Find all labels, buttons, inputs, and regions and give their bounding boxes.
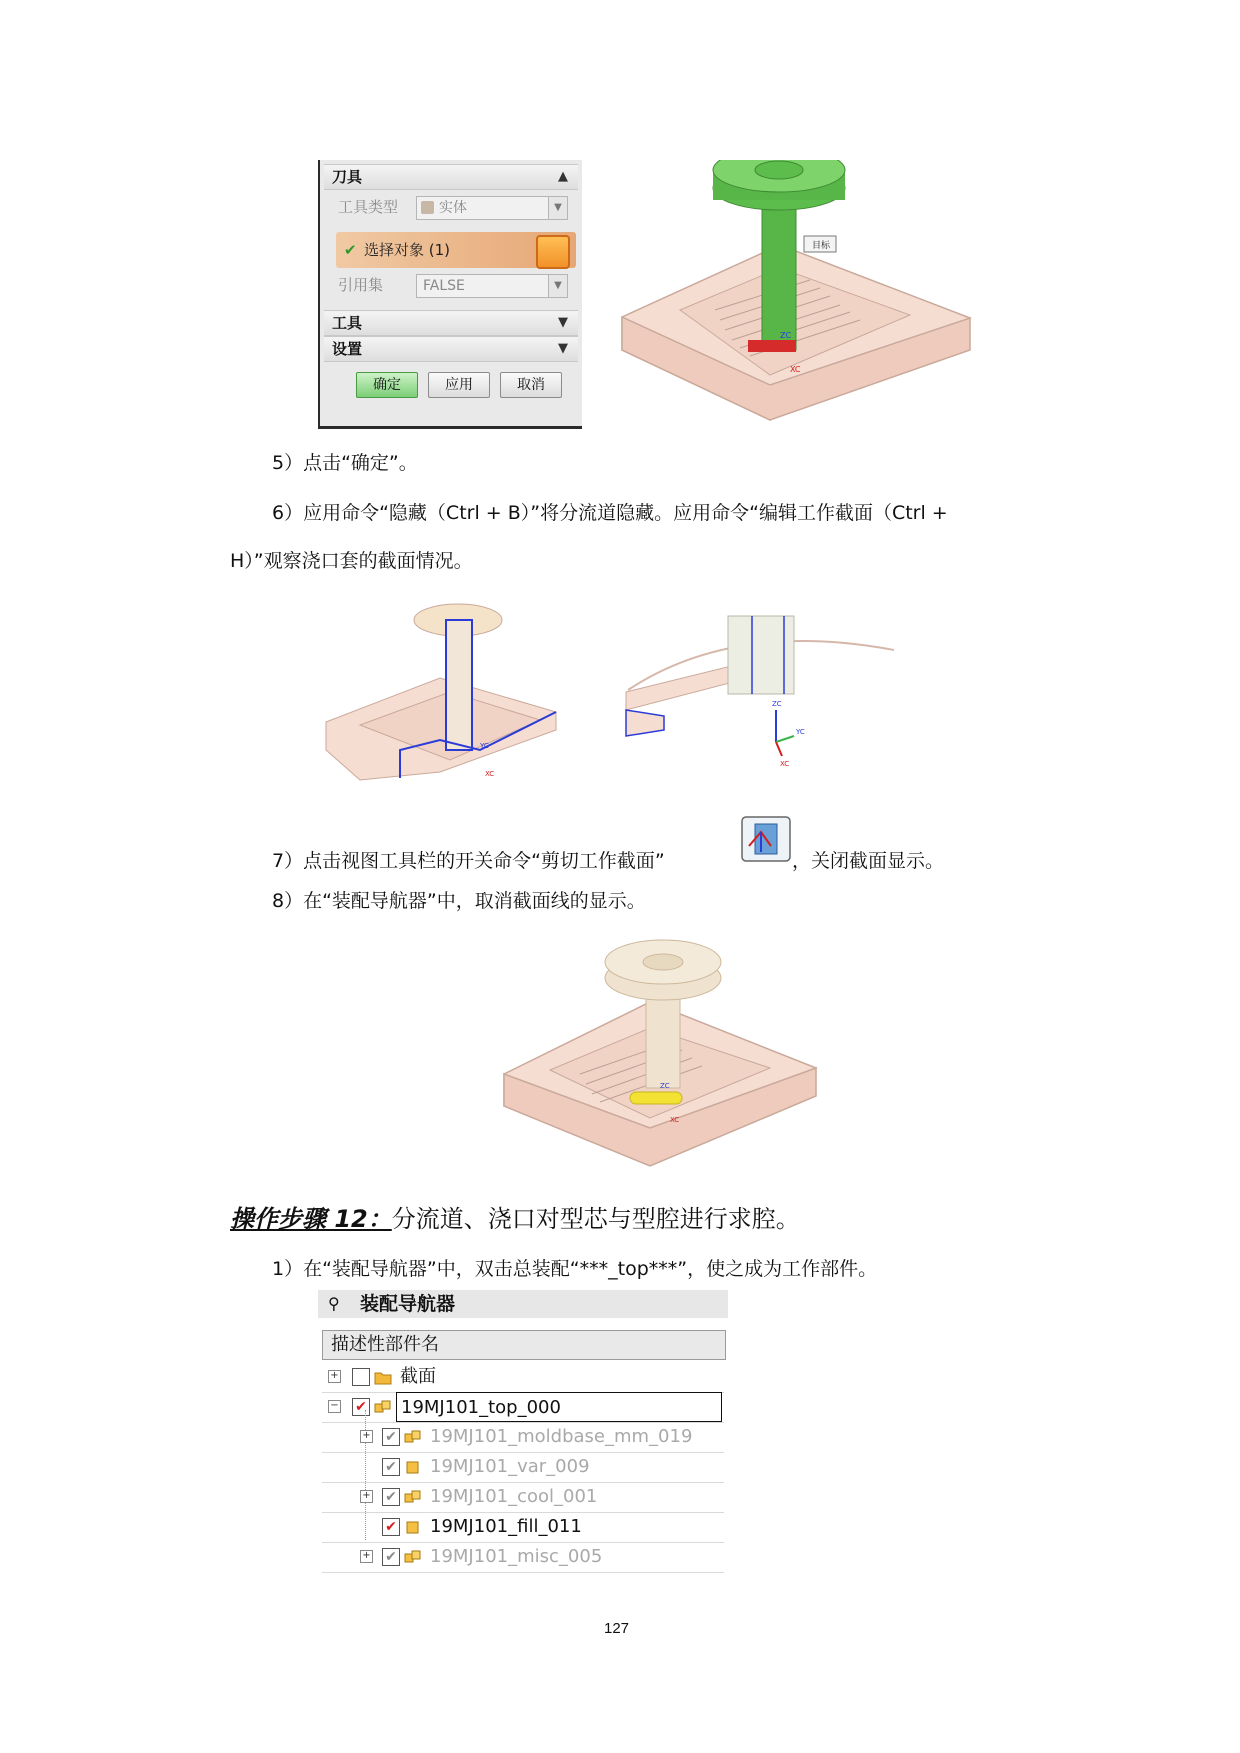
step-12-heading: 操作步骤 12：分流道、浇口对型芯与型腔进行求腔。 [230,1205,800,1233]
mold-translucent-figure [500,938,820,1170]
checkbox-checked[interactable]: ✔ [382,1488,400,1506]
assembly-navigator [318,1290,728,1576]
collapse-icon[interactable]: − [328,1400,341,1413]
step-8: 8）在“装配导航器”中，取消截面线的显示。 [272,890,646,912]
tool-dialog [318,160,582,429]
ref-set-select[interactable]: FALSE ▼ [416,274,568,298]
svg-text:YC: YC [796,728,805,736]
part-icon [404,1519,422,1535]
tree-row-misc[interactable]: + ✔ 19MJ101_misc_005 [322,1542,724,1573]
step-6-line2: H）”观察浇口套的截面情况。 [230,550,473,572]
checkbox-checked[interactable]: ✔ [352,1398,370,1416]
assembly-icon [404,1489,422,1505]
checkbox[interactable] [352,1368,370,1386]
section-figure-left [320,600,620,790]
svg-text:XC: XC [670,1116,680,1124]
section-settings-header[interactable]: 设置 ▼ [324,336,578,362]
section-tool2-header[interactable]: 工具 ▼ [324,310,578,336]
tree-row-top[interactable]: − ✔ 19MJ101_top_000 [322,1392,724,1423]
runner-yellow [630,1092,682,1104]
svg-text:XC: XC [485,770,495,778]
part-icon [404,1459,422,1475]
column-header[interactable]: 描述性部件名 [322,1330,726,1360]
svg-text:YC: YC [480,742,489,750]
svg-text:XC: XC [780,760,790,768]
expand-down-icon[interactable]: ▼ [558,341,568,356]
svg-text:目标: 目标 [812,241,831,251]
select-object-row[interactable]: ✔ 选择对象 (1) [336,232,576,268]
cancel-button[interactable]: 取消 [500,372,562,398]
tree-row-section[interactable]: + 截面 [322,1362,724,1393]
svg-text:ZC: ZC [780,331,792,340]
checkbox-checked[interactable]: ✔ [382,1428,400,1446]
clip-section-icon[interactable] [741,816,791,862]
expand-icon[interactable]: + [360,1490,373,1503]
navigator-title-bar: ⚲ 装配导航器 [318,1290,728,1318]
ref-set-row: 引用集 FALSE ▼ [324,270,578,300]
mold-sprue-figure [620,160,980,430]
solid-icon [421,201,434,214]
folder-icon [374,1369,392,1385]
check-icon: ✔ [344,241,357,259]
step-6-line1: 6）应用命令“隐藏（Ctrl + B）”将分流道隐藏。应用命令“编辑工作截面（Ctrl + [272,502,948,524]
expand-down-icon[interactable]: ▼ [558,315,568,330]
pin-icon[interactable]: ⚲ [328,1294,340,1313]
expand-icon[interactable]: + [360,1550,373,1563]
tree-row-fill[interactable]: ✔ 19MJ101_fill_011 [322,1512,724,1543]
tree-row-moldbase[interactable]: + ✔ 19MJ101_moldbase_mm_019 [322,1422,724,1453]
collapse-up-icon[interactable]: ▲ [558,169,568,184]
apply-button[interactable]: 应用 [428,372,490,398]
chevron-down-icon[interactable]: ▼ [548,197,567,219]
tool-type-select[interactable]: 实体 ▼ [416,196,568,220]
section-figure-right [624,610,904,780]
runner-red [748,340,796,352]
step-7-pre: 7）点击视图工具栏的开关命令“剪切工作截面” [272,850,665,872]
ok-button[interactable]: 确定 [356,372,418,398]
checkbox-checked[interactable]: ✔ [382,1458,400,1476]
step-12-1: 1）在“装配导航器”中，双击总装配“***_top***”，使之成为工作部件。 [272,1258,878,1280]
chevron-down-icon[interactable]: ▼ [548,275,567,297]
page-number: 127 [604,1620,630,1637]
expand-icon[interactable]: + [328,1370,341,1383]
svg-text:ZC: ZC [772,700,782,708]
checkbox-checked[interactable]: ✔ [382,1548,400,1566]
tree-row-var[interactable]: ✔ 19MJ101_var_009 [322,1452,724,1483]
assembly-icon [404,1549,422,1565]
select-cube-icon[interactable] [536,235,570,269]
checkbox-checked[interactable]: ✔ [382,1518,400,1536]
assembly-icon [374,1399,392,1415]
svg-text:XC: XC [790,365,801,374]
svg-text:ZC: ZC [660,1082,670,1090]
tool-type-row: 工具类型 实体 ▼ [324,192,578,222]
step-5: 5）点击“确定”。 [272,452,418,474]
step-7-post: ，关闭截面显示。 [792,850,945,872]
assembly-icon [404,1429,422,1445]
tree-row-cool[interactable]: + ✔ 19MJ101_cool_001 [322,1482,724,1513]
expand-icon[interactable]: + [360,1430,373,1443]
section-tool-header[interactable]: 刀具 ▲ [324,164,578,190]
